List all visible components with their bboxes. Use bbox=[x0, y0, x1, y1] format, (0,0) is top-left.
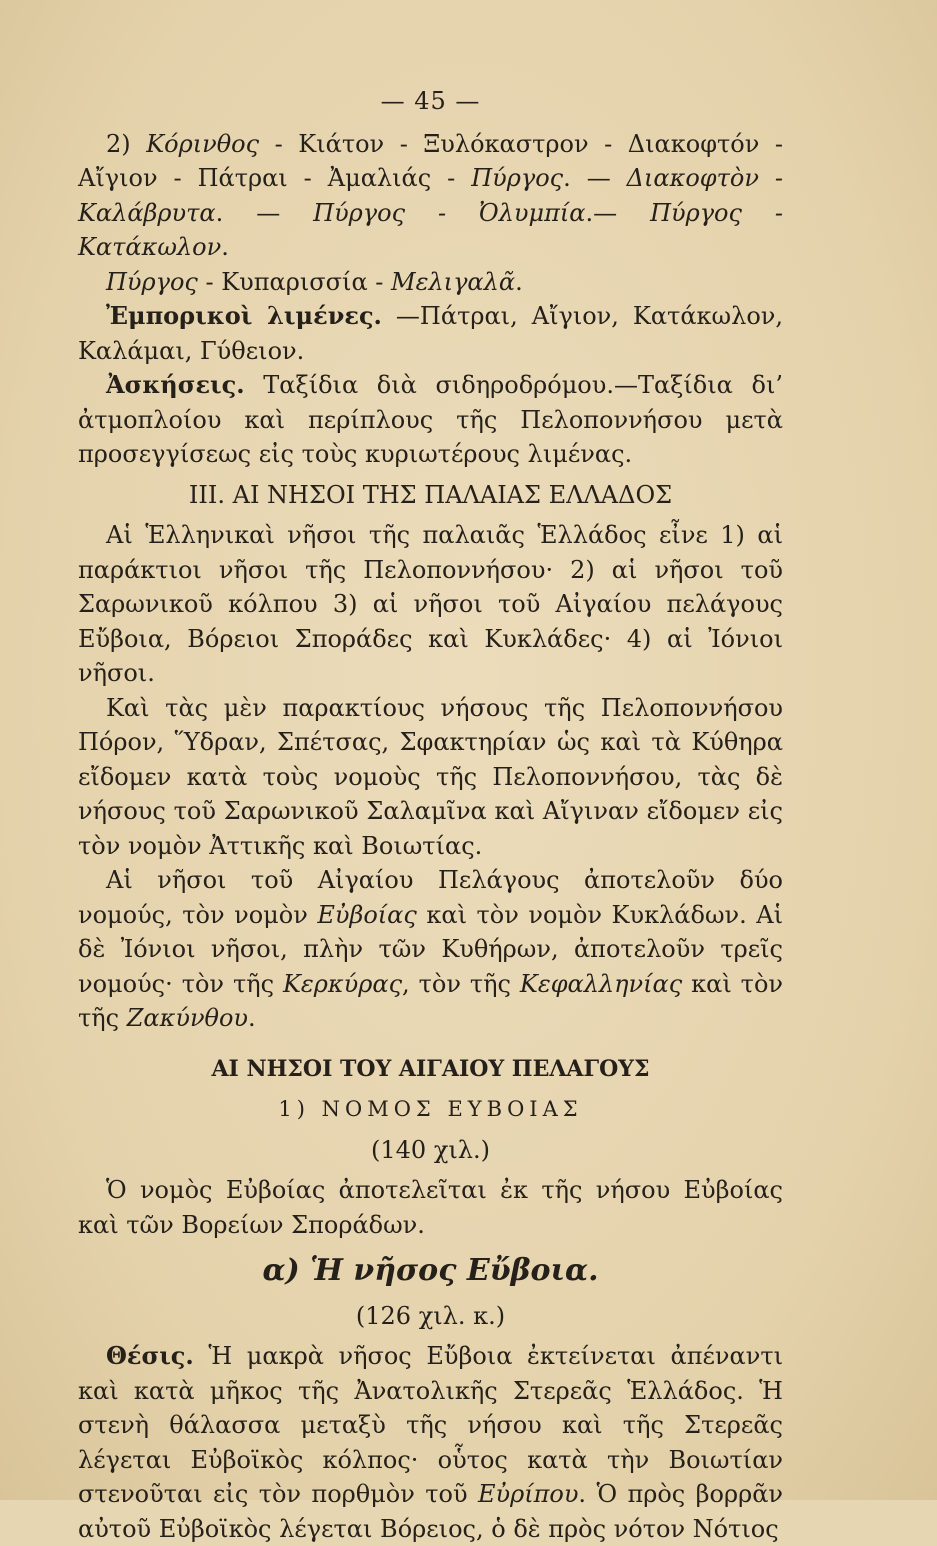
section-heading: III. ΑΙ ΝΗΣΟΙ ΤΗΣ ΠΑΛΑΙΑΣ ΕΛΛΑΔΟΣ bbox=[188, 480, 673, 509]
text-span: . — bbox=[215, 198, 314, 227]
islands-paragraph-2: Καὶ τὰς μὲν παρακτίους νήσους τῆς Πελοποννήσου Πόρον, Ὕδραν, Σπέτσας, Σφακτηρίαν ὡς καὶ τὰ Κύθηρα εἴδομεν κατὰ τοὺς νομοὺς τῆς Πελοποννήσου, τὰς δὲ νήσους τοῦ Σαρωνικοῦ Σαλαμῖνα καὶ Αἴγιναν εἴδομεν εἰς τὸν νομὸν Ἀττικῆς καὶ Βοιωτίας. bbox=[78, 693, 783, 860]
bold-label: Ἀσκήσεις. bbox=[106, 370, 245, 399]
page-number: — 45 — bbox=[380, 87, 481, 115]
nomos-heading: 1) ΝΟΜΟΣ ΕΥΒΟΙΑΣ bbox=[278, 1097, 583, 1121]
text-span: Ταξίδια διὰ σιδηροδρόμου.—Ταξίδια δι’ ἀτμοπλοίου καὶ περίπλους τῆς Πελοποννήσου μετὰ προσεγγίσεως εἰς τοὺς κυριωτέρους λιμένας. bbox=[78, 371, 783, 468]
islands-paragraph-1: Αἱ Ἑλληνικαὶ νῆσοι τῆς παλαιᾶς Ἑλλάδος εἶνε 1) αἱ παράκτιοι νῆσοι τῆς Πελοποννήσου· 2) αἱ νῆσοι τοῦ Σαρωνικοῦ κόλπου 3) αἱ νῆσοι τοῦ Αἰγαίου πελάγους Εὔβοια, Βόρειοι Σποράδες καὶ Κυκλάδες· 4) αἱ Ἰόνιοι νῆσοι. bbox=[78, 521, 783, 687]
text-span: καὶ τὸν τῆς bbox=[78, 969, 783, 1032]
italic-place: Πύργος - Ὀλυμπία bbox=[313, 198, 586, 227]
islands-paragraph-3 bbox=[78, 863, 783, 1036]
italic-place: Εὐρίπου bbox=[477, 1480, 579, 1508]
spacer bbox=[78, 1036, 783, 1046]
text-span: .— bbox=[585, 198, 651, 227]
nomos-area: (140 χιλ.) bbox=[371, 1135, 490, 1164]
text-span: Αἱ νῆσοι τοῦ Αἰγαίου Πελάγους ἀποτελοῦν δύο νομούς, τὸν νομὸν bbox=[78, 866, 783, 929]
text-span: , τὸν τῆς bbox=[402, 969, 520, 998]
rail-routes-paragraph bbox=[78, 127, 783, 265]
exercises-paragraph bbox=[78, 368, 783, 472]
bold-label: Ἐμπορικοὶ λιμένες. bbox=[106, 301, 382, 330]
bold-label: Θέσις. bbox=[106, 1341, 194, 1370]
italic-place: Ζακύνθου bbox=[126, 1004, 249, 1032]
rail-routes-paragraph-2 bbox=[78, 265, 783, 300]
text-span: καὶ τὸν νομὸν Κυκλάδων. Αἱ δὲ Ἰόνιοι νῆσοι, πλὴν τῶν Κυθήρων, ἀποτελοῦν τρεῖς νομούς· τὸν τῆς bbox=[78, 900, 784, 998]
nomos-paragraph: Ὁ νομὸς Εὐβοίας ἀποτελεῖται ἐκ τῆς νήσου Εὐβοίας καὶ τῶν Βορείων Σποράδων. bbox=[78, 1176, 783, 1239]
italic-place: Πύργος bbox=[106, 267, 198, 296]
text-span: . Ὁ πρὸς βορρᾶν αὐτοῦ Εὐβοϊκὸς λέγεται Βόρειος, ὁ δὲ πρὸς νότον Νότιος bbox=[78, 1480, 783, 1543]
italic-place: Πύργος - Κατάκωλον bbox=[78, 198, 783, 261]
ports-paragraph bbox=[78, 299, 783, 368]
italic-place: Κεφαλληνίας bbox=[519, 969, 683, 998]
aegean-heading: ΑΙ ΝΗΣΟΙ ΤΟΥ ΑΙΓΑΙΟΥ ΠΕΛΑΓΟΥΣ bbox=[211, 1055, 650, 1082]
island-area: (126 χιλ. κ.) bbox=[355, 1301, 506, 1330]
italic-place: Διακοφτὸν - Καλάβρυτα bbox=[78, 164, 784, 227]
italic-place: Εὐβοίας bbox=[317, 900, 417, 929]
text-span: Ἡ μακρὰ νῆσος Εὔβοια ἐκτείνεται ἀπέναντι καὶ κατὰ μῆκος τῆς Ἀνατολικῆς Στερεᾶς Ἑλλάδος. Ἡ στενὴ θάλασσα μεταξὺ τῆς νήσου καὶ τῆς Στερεᾶς λέγεται Εὐβοϊκὸς κόλπος· οὗτος κατὰ τὴν Βοιωτίαν στενοῦται εἰς τὸν πορθμὸν τοῦ bbox=[78, 1342, 783, 1508]
text-span: . bbox=[248, 1004, 256, 1032]
text-span: . — bbox=[563, 164, 627, 192]
position-paragraph bbox=[78, 1339, 783, 1546]
text-span: . bbox=[221, 233, 229, 261]
text-span: . bbox=[515, 267, 523, 296]
italic-place: Πύργος bbox=[471, 164, 564, 192]
text-span: - Κυπαρισσία - bbox=[197, 267, 392, 296]
italic-place: Μελιγαλᾶ bbox=[391, 267, 516, 296]
italic-place: Κόρινθος bbox=[146, 129, 260, 158]
italic-place: Κερκύρας bbox=[283, 969, 403, 998]
text-span: 2) bbox=[106, 129, 147, 158]
page-content bbox=[78, 84, 783, 1546]
island-title: α) Ἡ νῆσος Εὔβοια. bbox=[262, 1253, 599, 1288]
text-span: —Πάτραι, Αἴγιον, Κατάκωλον, Καλάμαι, Γύθειον. bbox=[78, 302, 783, 365]
text-span: - Κιάτον - Ξυλόκαστρον - Διακοφτόν - Αἴγιον - Πάτραι - Ἀμαλιάς - bbox=[78, 129, 783, 192]
